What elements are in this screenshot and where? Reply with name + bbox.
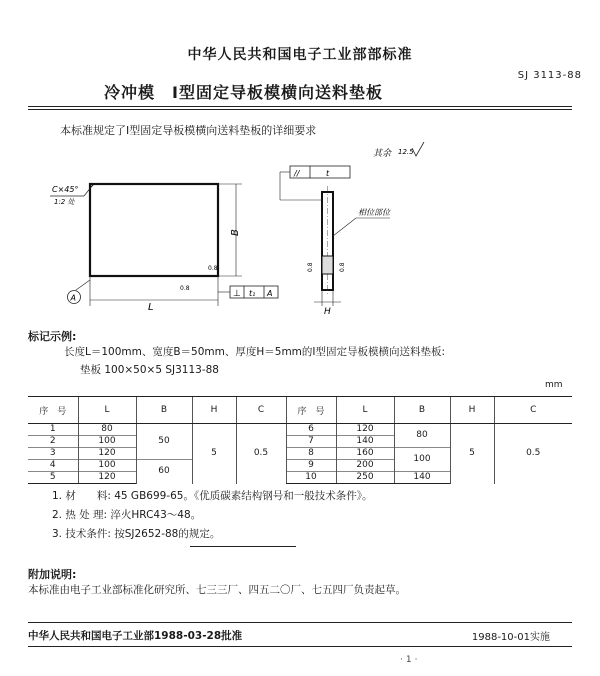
col-header: B: [136, 397, 192, 424]
col-header: 序 号: [286, 397, 336, 424]
cell-c: 0.5: [236, 424, 286, 484]
marking-description: 长度L＝100mm、宽度B＝50mm、厚度H＝5mm的Ⅰ型固定导板模横向送料垫板:: [64, 346, 446, 358]
row-number: 7: [286, 436, 336, 448]
row-number: 9: [286, 460, 336, 472]
parallel-tol: t: [326, 169, 330, 178]
cell-b: 100: [394, 448, 450, 472]
col-header: C: [236, 397, 286, 424]
perpendicular-symbol: ⊥: [233, 289, 241, 299]
issuing-authority-title: 中华人民共和国电子工业部部标准: [187, 47, 413, 63]
row-number: 5: [28, 472, 78, 484]
chamfer-label: C×45°: [52, 185, 79, 194]
cell-l: 160: [336, 448, 394, 460]
footer-divider: [28, 622, 572, 623]
cell-c: 0.5: [494, 424, 572, 484]
cell-b: 50: [136, 424, 192, 460]
effective-date: 1988-10-01实施: [471, 632, 550, 643]
cell-l: 200: [336, 460, 394, 472]
cell-h: 5: [192, 424, 236, 484]
requirement-item: 1. 材 料: 45 GB699-65。《优质碳素结构钢号和一般技术条件》。: [52, 490, 373, 502]
technical-drawing: [28, 140, 458, 320]
dim-l-label: L: [148, 302, 154, 313]
table-row: [28, 424, 572, 436]
roughness-side-right: 0.8: [339, 262, 346, 272]
cell-l: 250: [336, 472, 394, 484]
cell-l: 80: [78, 424, 136, 436]
unit-label: mm: [545, 380, 563, 390]
row-number: 2: [28, 436, 78, 448]
row-number: 1: [28, 424, 78, 436]
marking-example: 垫板 100×50×5 SJ3113-88: [80, 364, 219, 376]
addendum-heading: 附加说明:: [28, 568, 77, 581]
dim-h-label: H: [324, 307, 331, 317]
install-label: 相位部位: [358, 208, 390, 217]
dim-b-label: B: [230, 229, 241, 236]
cell-b: 60: [136, 460, 192, 484]
cell-l: 100: [78, 436, 136, 448]
dimensions-table: [28, 396, 572, 484]
chamfer-count: 1:2 处: [54, 198, 75, 206]
cell-l: 120: [78, 472, 136, 484]
hatched-zone: [322, 256, 333, 274]
cell-l: 120: [78, 448, 136, 460]
perpendicular-tol: t₁: [249, 289, 256, 298]
scope-statement: 本标准规定了Ⅰ型固定导板模横向送料垫板的详细要求: [60, 124, 317, 137]
plate-outline: [90, 184, 218, 276]
perpendicular-datum: A: [267, 289, 273, 298]
col-header: L: [78, 397, 136, 424]
addendum-text: 本标准由电子工业部标准化研究所、七三三厂、四五二〇厂、七五四厂负责起草。: [28, 584, 406, 596]
roughness-edge: 0.8: [208, 265, 218, 272]
document-title: 冷冲模 Ⅰ型固定导板模横向送料垫板: [104, 83, 383, 102]
row-number: 3: [28, 448, 78, 460]
cell-l: 120: [336, 424, 394, 436]
general-roughness-note: 其余: [373, 149, 392, 159]
col-header: 序 号: [28, 397, 78, 424]
row-number: 4: [28, 460, 78, 472]
col-header: H: [192, 397, 236, 424]
requirement-item: 2. 热 处 理: 淬火HRC43～48。: [52, 509, 202, 521]
header-divider: [28, 106, 572, 107]
datum-a-label: A: [70, 293, 76, 303]
page-number: ·1·: [400, 655, 421, 665]
standard-code: SJ 3113-88: [517, 70, 582, 81]
col-header: L: [336, 397, 394, 424]
cell-h: 5: [450, 424, 494, 484]
footer-divider-bottom: [28, 646, 572, 647]
cell-l: 140: [336, 436, 394, 448]
row-number: 6: [286, 424, 336, 436]
cell-l: 100: [78, 460, 136, 472]
parallel-symbol: //: [294, 169, 300, 178]
header-divider-thin: [28, 109, 572, 110]
cell-b: 140: [394, 472, 450, 484]
row-number: 8: [286, 448, 336, 460]
cell-b: 80: [394, 424, 450, 448]
table-header-row: [28, 397, 572, 424]
approval-line: 中华人民共和国电子工业部1988-03-28批准: [28, 630, 243, 642]
col-header: B: [394, 397, 450, 424]
col-header: H: [450, 397, 494, 424]
roughness-check-icon: [412, 142, 424, 156]
requirements-list: [52, 487, 372, 544]
requirement-item: 3. 技术条件: 按SJ2652-88的规定。: [52, 528, 221, 540]
marking-heading: 标记示例:: [28, 330, 77, 343]
section-divider: [190, 546, 296, 547]
row-number: 10: [286, 472, 336, 484]
roughness-bottom: 0.8: [180, 285, 190, 292]
roughness-side: 0.8: [307, 262, 314, 272]
general-roughness-value: 12.5: [398, 148, 414, 156]
col-header: C: [494, 397, 572, 424]
